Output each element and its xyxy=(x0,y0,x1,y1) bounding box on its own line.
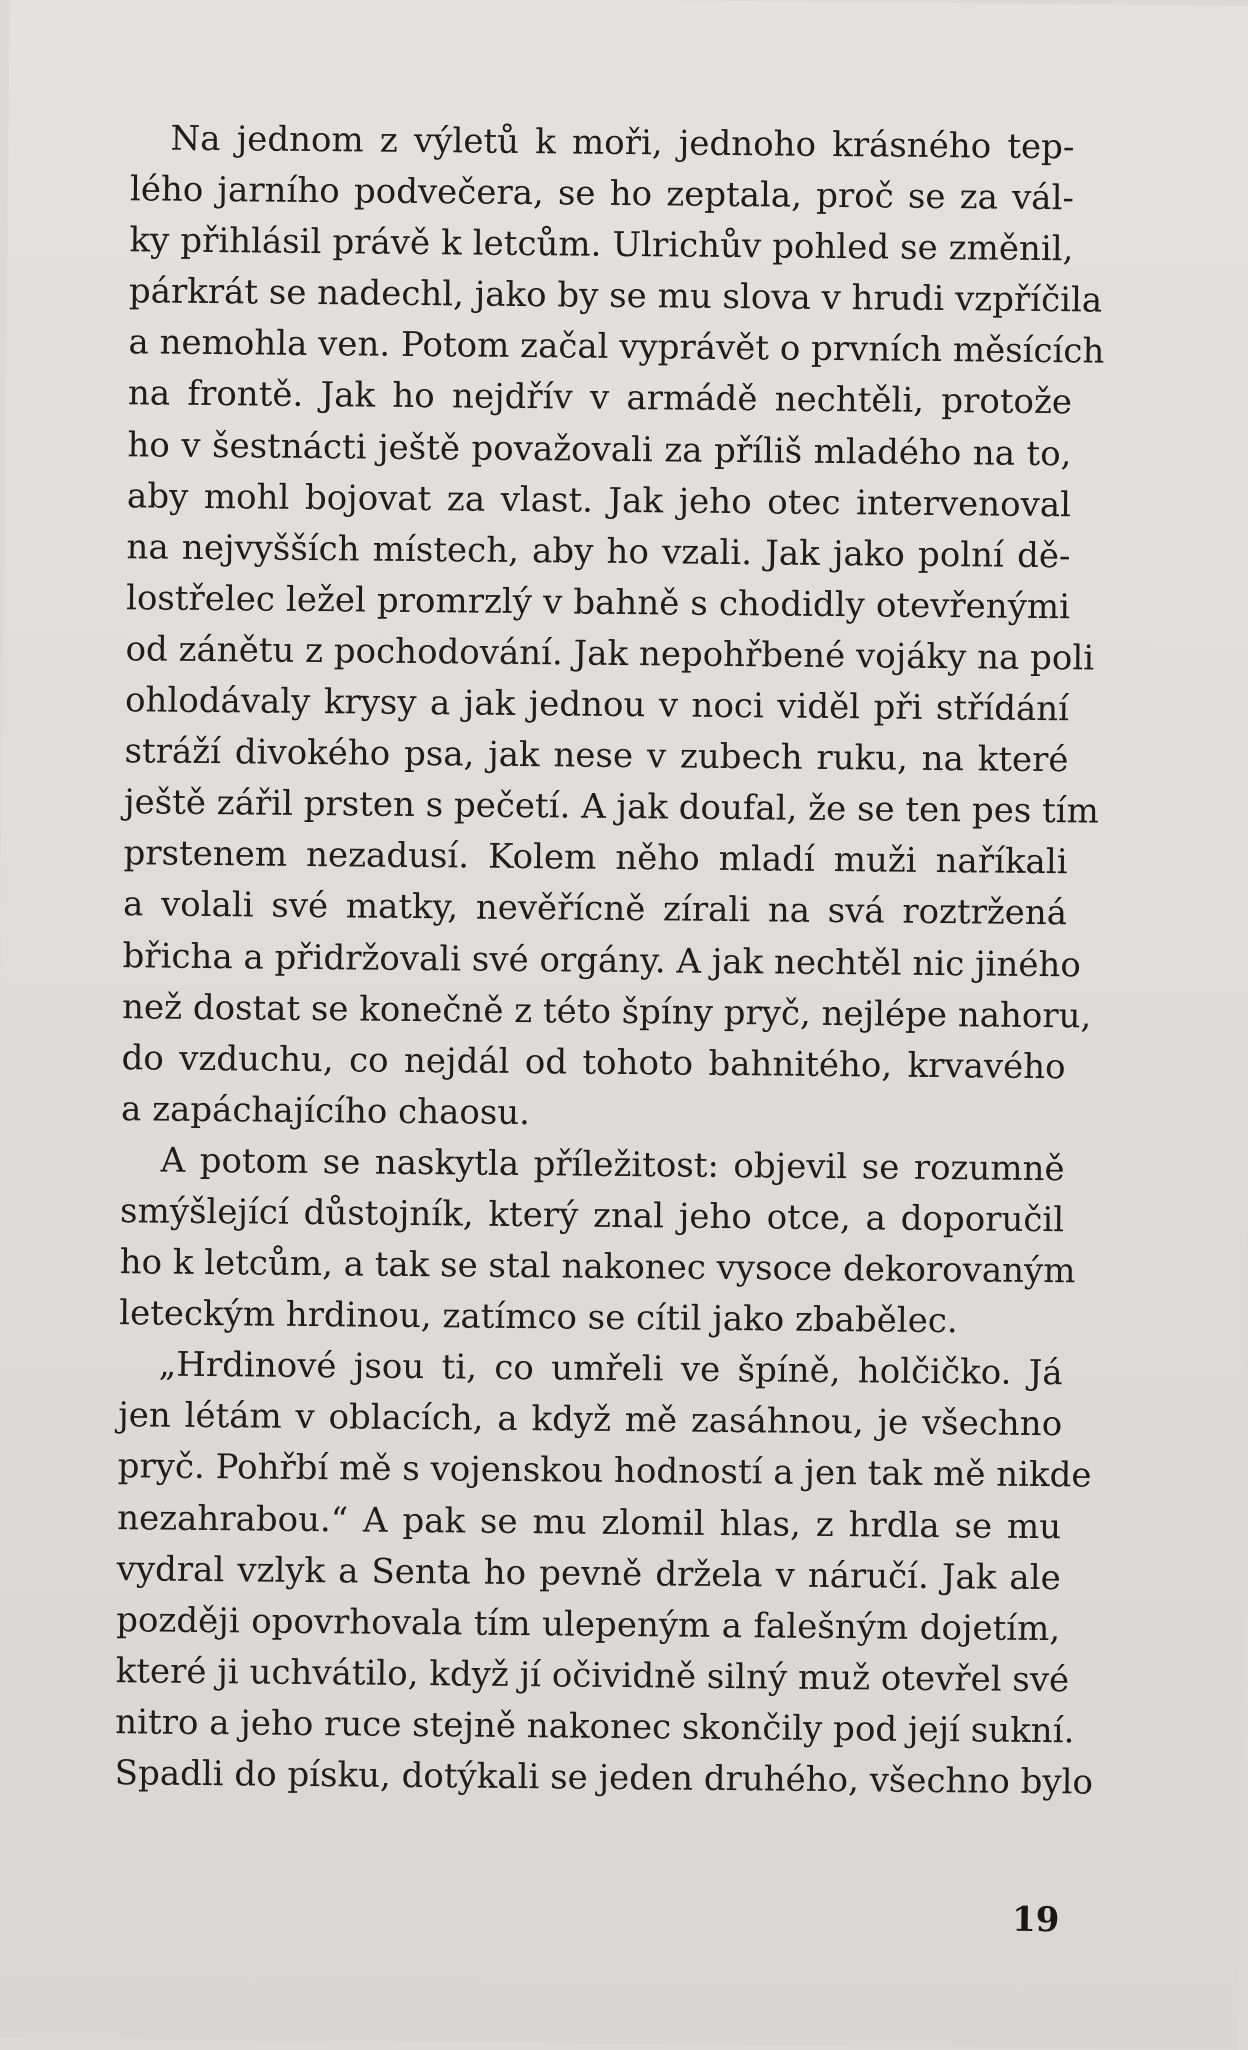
text-line: ho k letcům, a tak se stal nakonec vysoce dekorovaným xyxy=(119,1242,1076,1292)
text-line: smýšlející důstojník, který znal jeho otce, a doporučil xyxy=(119,1191,1065,1241)
text-line: nitro a jeho ruce stejně nakonec skončily pod její sukní. xyxy=(115,1702,1075,1752)
text-line: Spadli do písku, dotýkali se jeden druhého, všechno bylo xyxy=(114,1753,1094,1803)
text-line: ky přihlásil právě k letcům. Ulrichův pohled se změnil, xyxy=(129,220,1074,270)
text-line: ho v šestnácti ještě považovali za příliš mladého na to, xyxy=(127,424,1072,474)
text-line: ohlodávaly krysy a jak jednou v noci viděl při střídání xyxy=(124,680,1070,730)
text-line: vydral vzlyk a Senta ho pevně držela v náručí. Jak ale xyxy=(116,1548,1061,1598)
text-line: později opovrhovala tím ulepeným a falešným dojetím, xyxy=(116,1599,1061,1649)
text-line: od zánětu z pochodování. Jak nepohřbené vojáky na poli xyxy=(125,629,1095,679)
text-line: a nemohla ven. Potom začal vyprávět o prvních měsících xyxy=(128,322,1105,372)
text-line: aby mohl bojovat za vlast. Jak jeho otec intervenoval xyxy=(126,475,1072,525)
text-line: lostřelec ležel promrzlý v bahně s chodidly otevřenými xyxy=(125,578,1071,628)
text-line: na nejvyšších místech, aby ho vzali. Jak jako polní dě- xyxy=(126,526,1071,577)
text-line: na frontě. Jak ho nejdřív v armádě nechtěli, protože xyxy=(127,373,1073,423)
text-line: než dostat se konečně z této špíny pryč, nejlépe nahoru, xyxy=(121,986,1092,1037)
text-line: leteckým hrdinou, zatímco se cítil jako zbabělec. xyxy=(118,1293,958,1342)
page-number: 19 xyxy=(1011,1899,1060,1941)
text-line: „Hrdinové jsou ti, co umřeli ve špíně, holčičko. Já xyxy=(158,1344,1063,1394)
text-line: lého jarního podvečera, se ho zeptala, proč se za vál- xyxy=(129,169,1075,219)
text-line: Na jednom z výletů k moři, jednoho krásného tep- xyxy=(170,118,1075,168)
text-line: pryč. Pohřbí mě s vojenskou hodností a jen tak mě nikde xyxy=(117,1446,1092,1496)
text-line: břicha a přidržovali své orgány. A jak nechtěl nic jiného xyxy=(122,935,1082,985)
text-line: nezahrabou.“ A pak se mu zlomil hlas, z hrdla se mu xyxy=(117,1497,1062,1547)
text-line: párkrát se nadechl, jako by se mu slova v hrudi vzpříčila xyxy=(128,271,1103,321)
text-line: A potom se naskytla příležitost: objevil se rozumně xyxy=(160,1140,1065,1190)
text-line: stráží divokého psa, jak nese v zubech ruku, na které xyxy=(124,731,1069,781)
text-line: ještě zářil prsten s pečetí. A jak doufal, že se ten pes tím xyxy=(123,782,1100,832)
text-line: jen létám v oblacích, a když mě zasáhnou, je všechno xyxy=(118,1395,1063,1445)
text-line: prstenem nezadusí. Kolem něho mladí muži naříkali xyxy=(123,833,1068,883)
text-line: a volali své matky, nevěřícně zírali na svá roztržená xyxy=(122,884,1068,934)
text-line: a zapáchajícího chaosu. xyxy=(120,1088,531,1133)
body-text xyxy=(114,113,1105,1808)
text-line: které ji uchvátilo, když jí očividně silný muž otevřel své xyxy=(115,1650,1070,1701)
text-line: do vzduchu, co nejdál od tohoto bahnitého, krvavého xyxy=(121,1037,1066,1087)
